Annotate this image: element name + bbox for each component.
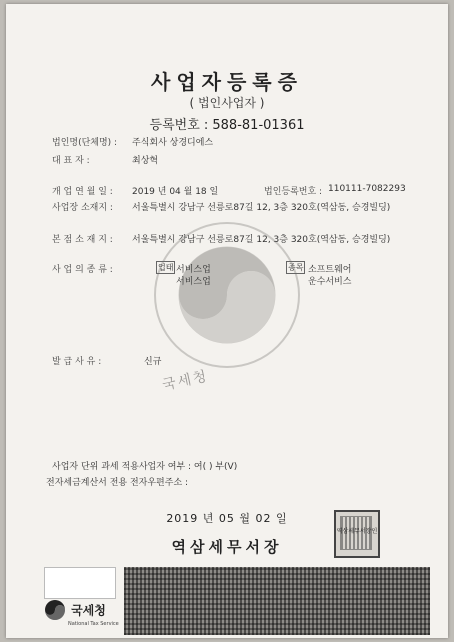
official-seal-stamp: 역삼세무서장인 <box>334 510 380 558</box>
registration-number: 등록번호 : 588-81-01361 <box>149 118 305 133</box>
hq-address-label: 본 점 소 재 지 : <box>52 235 113 245</box>
corp-name-value: 주식회사 상경디에스 <box>132 138 214 148</box>
business-type-label: 사 업 의 종 류 : <box>52 265 113 275</box>
business-category-1: 서비스업 <box>176 265 211 275</box>
issue-reason-label: 발 급 사 유 : <box>52 357 102 367</box>
issue-date: 2019 년 05 월 02 일 <box>166 512 288 525</box>
representative-label: 대 표 자 : <box>52 156 90 166</box>
document-title: 사업자등록증 <box>151 70 303 94</box>
business-item-tag: 종목 <box>288 263 304 272</box>
security-pattern <box>124 567 430 635</box>
business-item-1: 소프트웨어 <box>308 265 352 275</box>
nts-logo-text: 국세청 <box>71 603 106 618</box>
business-item-2: 운수서비스 <box>308 277 352 287</box>
certificate-page <box>6 4 448 638</box>
tax-unit-line: 사업자 단위 과세 적용사업자 여부 : 여( ) 부(V) <box>52 462 238 472</box>
business-address-value: 서울특별시 강남구 선릉로87길 12, 3층 320호(역삼동, 승경빌딩) <box>132 203 391 213</box>
issue-reason-value: 신규 <box>144 357 162 367</box>
nts-emblem-icon <box>44 599 66 621</box>
blank-box <box>44 567 116 599</box>
email-line: 전자세금계산서 전용 전자우편주소 : <box>46 478 189 488</box>
nts-logo-subtext: National Tax Service <box>68 621 119 627</box>
corp-reg-label: 법인등록번호 : <box>264 187 323 197</box>
business-category-2: 서비스업 <box>176 277 211 287</box>
open-date-label: 개 업 연 월 일 : <box>52 187 113 197</box>
corp-name-label: 법인명(단체명) : <box>52 138 118 148</box>
business-category-tag: 업태 <box>158 263 174 272</box>
document-subtitle: ( 법인사업자 ) <box>189 96 265 110</box>
watermark-text: 국세청 <box>161 368 210 394</box>
open-date-value: 2019 년 04 월 18 일 <box>132 187 219 197</box>
hq-address-value: 서울특별시 강남구 선릉로87길 12, 3층 320호(역삼동, 승경빌딩) <box>132 235 391 245</box>
business-address-label: 사업장 소재지 : <box>52 203 113 213</box>
corp-reg-value: 110111-7082293 <box>328 184 406 194</box>
representative-value: 최상혁 <box>132 156 159 166</box>
tax-office-name: 역삼세무서장 <box>171 538 283 556</box>
nts-logo <box>44 599 119 627</box>
